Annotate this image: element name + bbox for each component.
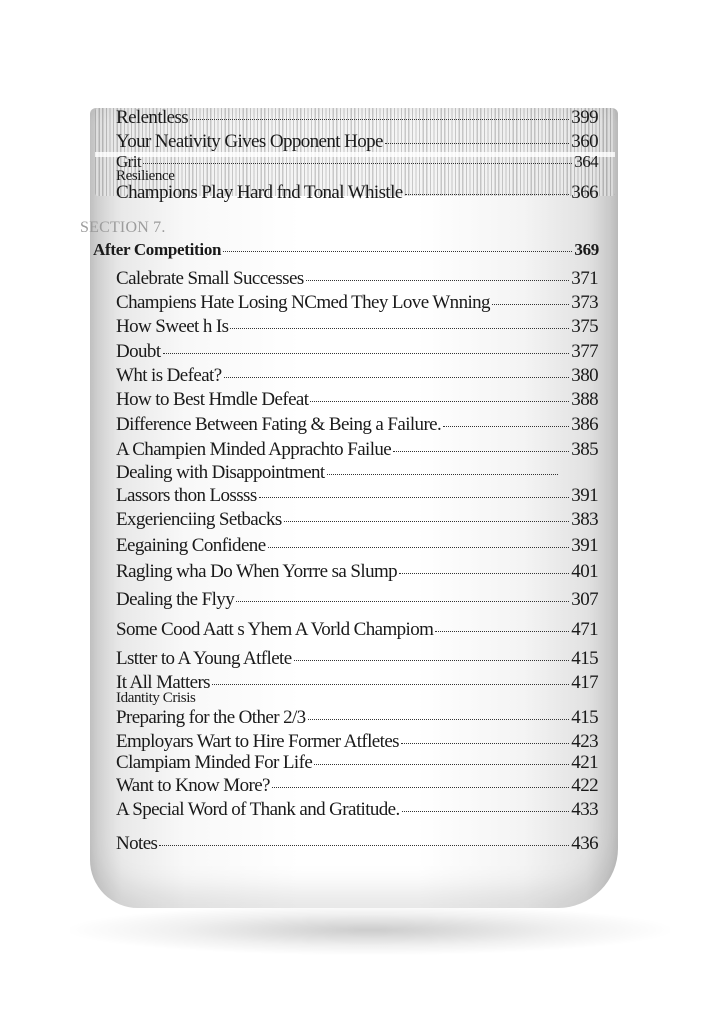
toc-entry-title: Dealing the Flyy [116, 589, 235, 610]
toc-entry-title: Doubt [116, 341, 161, 362]
toc-entry [116, 485, 598, 507]
toc-leader-dots [259, 496, 570, 498]
toc-entry-title: Eegaining Confidene [116, 535, 266, 556]
toc-entry-page: 380 [571, 365, 598, 386]
toc-leader-dots [143, 162, 572, 164]
toc-leader-dots [306, 279, 570, 281]
toc-entry-title: Clampiam Minded For Life [116, 752, 313, 773]
toc-leader-dots [212, 683, 569, 685]
toc-entry-page: 433 [571, 799, 598, 820]
toc-entry-page: 386 [571, 414, 598, 435]
toc-entry-title: Relentless [116, 107, 189, 128]
toc-entry-page: 364 [574, 152, 598, 171]
toc-entry-title: Lassors thon Lossss [116, 485, 257, 506]
toc-entry [116, 389, 598, 411]
toc-entry-title: Champiens Hate Losing NCmed They Love Wnning [116, 292, 490, 313]
toc-entry [116, 648, 598, 670]
toc-leader-dots [310, 400, 569, 402]
toc-entry-page: 377 [571, 341, 598, 362]
toc-entry-title: It All Matters [116, 672, 210, 693]
toc-entry [116, 292, 598, 314]
toc-entry [116, 535, 598, 557]
toc-leader-dots [294, 659, 570, 661]
toc-leader-dots [224, 376, 570, 378]
toc-entry [116, 589, 598, 611]
toc-entry [116, 619, 598, 641]
toc-entry-page: 371 [571, 268, 598, 289]
toc-entry-title: Grit [116, 152, 141, 171]
toc-top-entry [116, 182, 598, 204]
toc-leader-dots [405, 193, 570, 195]
toc-entry-page: 436 [571, 833, 598, 854]
resilience-label: Resilience [116, 168, 175, 184]
toc-entry-page: 391 [571, 535, 598, 556]
toc-leader-dots [385, 142, 569, 144]
section-heading-page: 369 [574, 240, 599, 259]
toc-entry [116, 439, 598, 461]
toc-leader-dots [230, 327, 569, 329]
toc-entry-title: Some Cood Aatt s Yhem A Vorld Champiom [116, 619, 434, 640]
toc-leader-dots [327, 473, 558, 475]
toc-entry [116, 316, 598, 338]
toc-entry-page: 423 [571, 731, 598, 752]
toc-entry [116, 414, 598, 436]
toc-entry-page: 388 [571, 389, 598, 410]
toc-entry-title: How Sweet h Is [116, 316, 229, 337]
toc-entry-page: 471 [571, 619, 598, 640]
section-label: SECTION 7. [80, 219, 166, 236]
toc-entry-page: 417 [571, 672, 598, 693]
toc-entry-title: Employars Wart to Hire Former Atfletes [116, 731, 399, 752]
toc-leader-dots [223, 250, 572, 252]
toc-leader-dots [399, 572, 569, 574]
toc-entry [116, 462, 598, 484]
toc-entry-page: 307 [571, 589, 598, 610]
toc-entry [116, 833, 598, 855]
pouch-shadow [70, 905, 670, 955]
toc-entry [116, 752, 598, 774]
toc-entry-page: 399 [571, 107, 598, 128]
toc-entry [116, 799, 598, 821]
toc-entry-title: Preparing for the Other 2/3 [116, 707, 306, 728]
toc-entry [116, 268, 598, 290]
toc-leader-dots [402, 810, 570, 812]
toc-entry-title: Notes [116, 833, 158, 854]
toc-entry [116, 775, 598, 797]
toc-entry-title: Wht is Defeat? [116, 365, 222, 386]
toc-leader-dots [190, 118, 569, 120]
identity-crisis-label: Idantity Crisis [116, 690, 196, 706]
toc-leader-dots [236, 600, 569, 602]
toc-entry-page: 391 [571, 485, 598, 506]
toc-entry [116, 731, 598, 753]
toc-entry-title: A Champien Minded Apprachto Failue [116, 439, 392, 460]
toc-leader-dots [272, 786, 569, 788]
toc-entry [116, 365, 598, 387]
toc-leader-dots [443, 425, 569, 427]
toc-entry-title: Want to Know More? [116, 775, 270, 796]
toc-leader-dots [401, 742, 569, 744]
toc-entry-page: 415 [571, 648, 598, 669]
toc-top-entry [116, 152, 598, 172]
toc-entry-page: 375 [571, 316, 598, 337]
toc-entry-page: 373 [571, 292, 598, 313]
toc-entry-title: Calebrate Small Successes [116, 268, 304, 289]
toc-entry-page: 383 [571, 509, 598, 530]
toc-entry [116, 707, 598, 729]
toc-leader-dots [268, 546, 570, 548]
toc-leader-dots [393, 450, 569, 452]
toc-entry-page: 421 [571, 752, 598, 773]
toc-top-entry [116, 131, 598, 153]
toc-entry-title: Your Neativity Gives Opponent Hope [116, 131, 383, 152]
toc-leader-dots [284, 520, 570, 522]
toc-leader-dots [308, 718, 570, 720]
toc-leader-dots [163, 352, 570, 354]
section-heading-title: After Competition [93, 240, 222, 259]
toc-leader-dots [435, 630, 569, 632]
toc-entry-page: 401 [571, 561, 598, 582]
toc-leader-dots [314, 763, 569, 765]
toc-entry [116, 561, 598, 583]
toc-entry-title: Ragling wha Do When Yorrre sa Slump [116, 561, 398, 582]
toc-entry-title: Difference Between Fating & Being a Failure. [116, 414, 442, 435]
toc-entry-title: A Special Word of Thank and Gratitude. [116, 799, 400, 820]
toc-entry [116, 509, 598, 531]
toc-entry-title: Dealing with Disappointment [116, 462, 325, 483]
toc-leader-dots [492, 303, 569, 305]
toc-entry-page: 366 [571, 182, 598, 203]
toc-entry-page: 385 [571, 439, 598, 460]
section-heading [93, 240, 599, 260]
toc-entry-title: Exgerienciing Setbacks [116, 509, 282, 530]
toc-entry-title: Lstter to A Young Atflete [116, 648, 292, 669]
toc-entry-page: 360 [571, 131, 598, 152]
toc-top-entry [116, 107, 598, 129]
toc-entry-page: 422 [571, 775, 598, 796]
toc-leader-dots [159, 844, 569, 846]
toc-entry-title: Champions Play Hard fnd Tonal Whistle [116, 182, 403, 203]
toc-entry-page: 415 [571, 707, 598, 728]
toc-entry-title: How to Best Hmdle Defeat [116, 389, 309, 410]
toc-entry [116, 341, 598, 363]
